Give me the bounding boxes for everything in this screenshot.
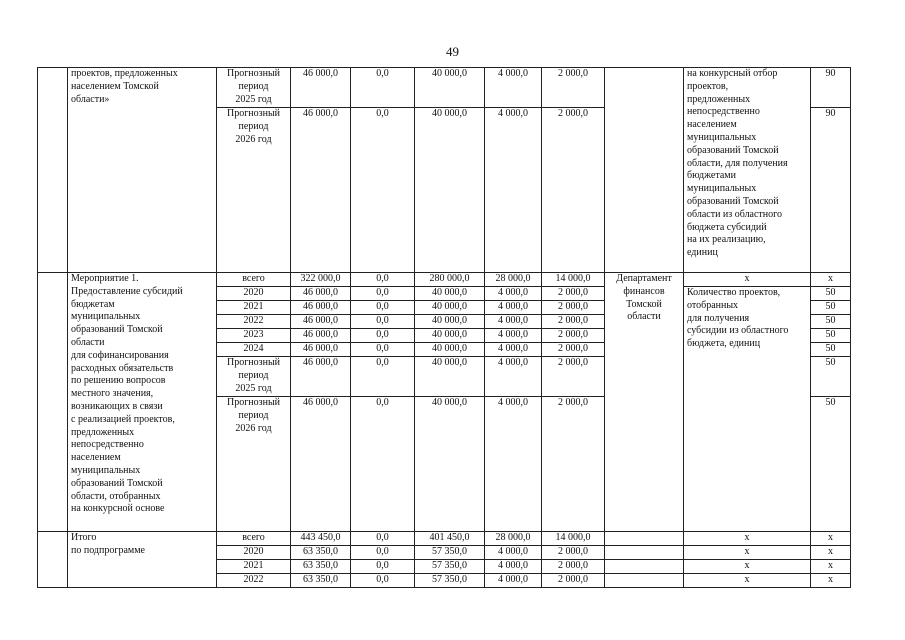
indicator-value: х xyxy=(811,532,851,546)
indicator-value: 50 xyxy=(811,397,851,532)
total-cell: 63 350,0 xyxy=(291,546,351,560)
regional-cell: 57 350,0 xyxy=(415,574,485,588)
indicator-cell: х xyxy=(684,532,811,546)
period-cell: всего xyxy=(217,273,291,287)
indicator-value: 50 xyxy=(811,301,851,315)
other-cell: 2 000,0 xyxy=(542,287,605,301)
period-cell: 2020 xyxy=(217,287,291,301)
federal-cell: 0,0 xyxy=(351,546,415,560)
federal-cell: 0,0 xyxy=(351,301,415,315)
total-cell: 63 350,0 xyxy=(291,574,351,588)
period-cell: 2022 xyxy=(217,574,291,588)
total-cell: 322 000,0 xyxy=(291,273,351,287)
executor-cell xyxy=(605,68,684,273)
executor-cell xyxy=(605,532,684,546)
regional-cell: 40 000,0 xyxy=(415,108,485,273)
regional-cell: 40 000,0 xyxy=(415,68,485,108)
period-cell: 2021 xyxy=(217,301,291,315)
regional-cell: 401 450,0 xyxy=(415,532,485,546)
regional-cell: 40 000,0 xyxy=(415,357,485,397)
regional-cell: 57 350,0 xyxy=(415,560,485,574)
period-cell: Прогнозный период 2026 год xyxy=(217,108,291,273)
executor-cell xyxy=(605,546,684,560)
indicator-cell: х xyxy=(684,560,811,574)
other-cell: 2 000,0 xyxy=(542,397,605,532)
number-cell xyxy=(38,68,68,273)
period-cell: Прогнозный период 2025 год xyxy=(217,68,291,108)
total-cell: 443 450,0 xyxy=(291,532,351,546)
total-cell: 46 000,0 xyxy=(291,301,351,315)
total-cell: 63 350,0 xyxy=(291,560,351,574)
indicator-value: х xyxy=(811,273,851,287)
period-cell: 2024 xyxy=(217,343,291,357)
total-cell: 46 000,0 xyxy=(291,108,351,273)
other-cell: 14 000,0 xyxy=(542,532,605,546)
table-row xyxy=(38,532,851,546)
indicator-value: 50 xyxy=(811,343,851,357)
number-cell xyxy=(38,273,68,532)
other-cell: 2 000,0 xyxy=(542,560,605,574)
other-cell: 14 000,0 xyxy=(542,273,605,287)
indicator-cell: Количество проектов, отобранных для получения субсидии из областного бюджета, единиц xyxy=(684,287,811,532)
local-cell: 4 000,0 xyxy=(485,397,542,532)
other-cell: 2 000,0 xyxy=(542,357,605,397)
other-cell: 2 000,0 xyxy=(542,574,605,588)
period-cell: всего xyxy=(217,532,291,546)
federal-cell: 0,0 xyxy=(351,329,415,343)
table-row xyxy=(38,68,851,108)
regional-cell: 40 000,0 xyxy=(415,287,485,301)
local-cell: 4 000,0 xyxy=(485,343,542,357)
regional-cell: 40 000,0 xyxy=(415,315,485,329)
total-cell: 46 000,0 xyxy=(291,68,351,108)
local-cell: 28 000,0 xyxy=(485,273,542,287)
federal-cell: 0,0 xyxy=(351,357,415,397)
indicator-value: х xyxy=(811,574,851,588)
other-cell: 2 000,0 xyxy=(542,315,605,329)
regional-cell: 40 000,0 xyxy=(415,397,485,532)
local-cell: 4 000,0 xyxy=(485,560,542,574)
other-cell: 2 000,0 xyxy=(542,343,605,357)
subtotal-name: Итого по подпрограмме xyxy=(68,532,217,588)
federal-cell: 0,0 xyxy=(351,532,415,546)
regional-cell: 40 000,0 xyxy=(415,329,485,343)
other-cell: 2 000,0 xyxy=(542,68,605,108)
total-cell: 46 000,0 xyxy=(291,329,351,343)
indicator-value: 50 xyxy=(811,315,851,329)
other-cell: 2 000,0 xyxy=(542,329,605,343)
local-cell: 4 000,0 xyxy=(485,329,542,343)
indicator-value: 90 xyxy=(811,68,851,108)
local-cell: 4 000,0 xyxy=(485,357,542,397)
indicator-value: 90 xyxy=(811,108,851,273)
federal-cell: 0,0 xyxy=(351,574,415,588)
period-cell: 2021 xyxy=(217,560,291,574)
local-cell: 4 000,0 xyxy=(485,108,542,273)
activity-name: проектов, предложенных населением Томской области» xyxy=(68,68,217,273)
indicator-value: 50 xyxy=(811,357,851,397)
number-cell xyxy=(38,532,68,588)
regional-cell: 40 000,0 xyxy=(415,301,485,315)
federal-cell: 0,0 xyxy=(351,343,415,357)
executor-cell xyxy=(605,560,684,574)
period-cell: Прогнозный период 2026 год xyxy=(217,397,291,532)
regional-cell: 40 000,0 xyxy=(415,343,485,357)
period-cell: 2023 xyxy=(217,329,291,343)
table-row xyxy=(38,273,851,287)
period-cell: Прогнозный период 2025 год xyxy=(217,357,291,397)
total-cell: 46 000,0 xyxy=(291,287,351,301)
federal-cell: 0,0 xyxy=(351,108,415,273)
local-cell: 4 000,0 xyxy=(485,546,542,560)
executor-cell: Департамент финансов Томской области xyxy=(605,273,684,532)
period-cell: 2020 xyxy=(217,546,291,560)
federal-cell: 0,0 xyxy=(351,287,415,301)
executor-cell xyxy=(605,574,684,588)
local-cell: 4 000,0 xyxy=(485,68,542,108)
indicator-value: х xyxy=(811,546,851,560)
other-cell: 2 000,0 xyxy=(542,108,605,273)
total-cell: 46 000,0 xyxy=(291,315,351,329)
local-cell: 4 000,0 xyxy=(485,287,542,301)
total-cell: 46 000,0 xyxy=(291,397,351,532)
period-cell: 2022 xyxy=(217,315,291,329)
total-cell: 46 000,0 xyxy=(291,343,351,357)
budget-table xyxy=(37,67,851,588)
other-cell: 2 000,0 xyxy=(542,301,605,315)
indicator-cell: на конкурсный отбор проектов, предложенных непосредственно населением муниципальных образований Томской области, для получения бюджетами муниципальных образований Томской области из областного бюджета субсидий на их реализацию, единиц xyxy=(684,68,811,273)
regional-cell: 57 350,0 xyxy=(415,546,485,560)
federal-cell: 0,0 xyxy=(351,315,415,329)
other-cell: 2 000,0 xyxy=(542,546,605,560)
total-cell: 46 000,0 xyxy=(291,357,351,397)
local-cell: 4 000,0 xyxy=(485,574,542,588)
federal-cell: 0,0 xyxy=(351,397,415,532)
federal-cell: 0,0 xyxy=(351,273,415,287)
indicator-cell: х xyxy=(684,273,811,287)
regional-cell: 280 000,0 xyxy=(415,273,485,287)
local-cell: 28 000,0 xyxy=(485,532,542,546)
federal-cell: 0,0 xyxy=(351,560,415,574)
indicator-value: х xyxy=(811,560,851,574)
indicator-value: 50 xyxy=(811,287,851,301)
indicator-cell: х xyxy=(684,574,811,588)
local-cell: 4 000,0 xyxy=(485,301,542,315)
activity-name: Мероприятие 1. Предоставление субсидий бюджетам муниципальных образований Томской области для софинансирования расходных обязательств по решению вопросов местного значения, возникающих в связи с реализацией проектов, предложенных непосредственно населением муниципальных образований Томской области, отобранных на конкурсной основе xyxy=(68,273,217,532)
federal-cell: 0,0 xyxy=(351,68,415,108)
page-number: 49 xyxy=(446,44,459,59)
local-cell: 4 000,0 xyxy=(485,315,542,329)
indicator-value: 50 xyxy=(811,329,851,343)
indicator-cell: х xyxy=(684,546,811,560)
